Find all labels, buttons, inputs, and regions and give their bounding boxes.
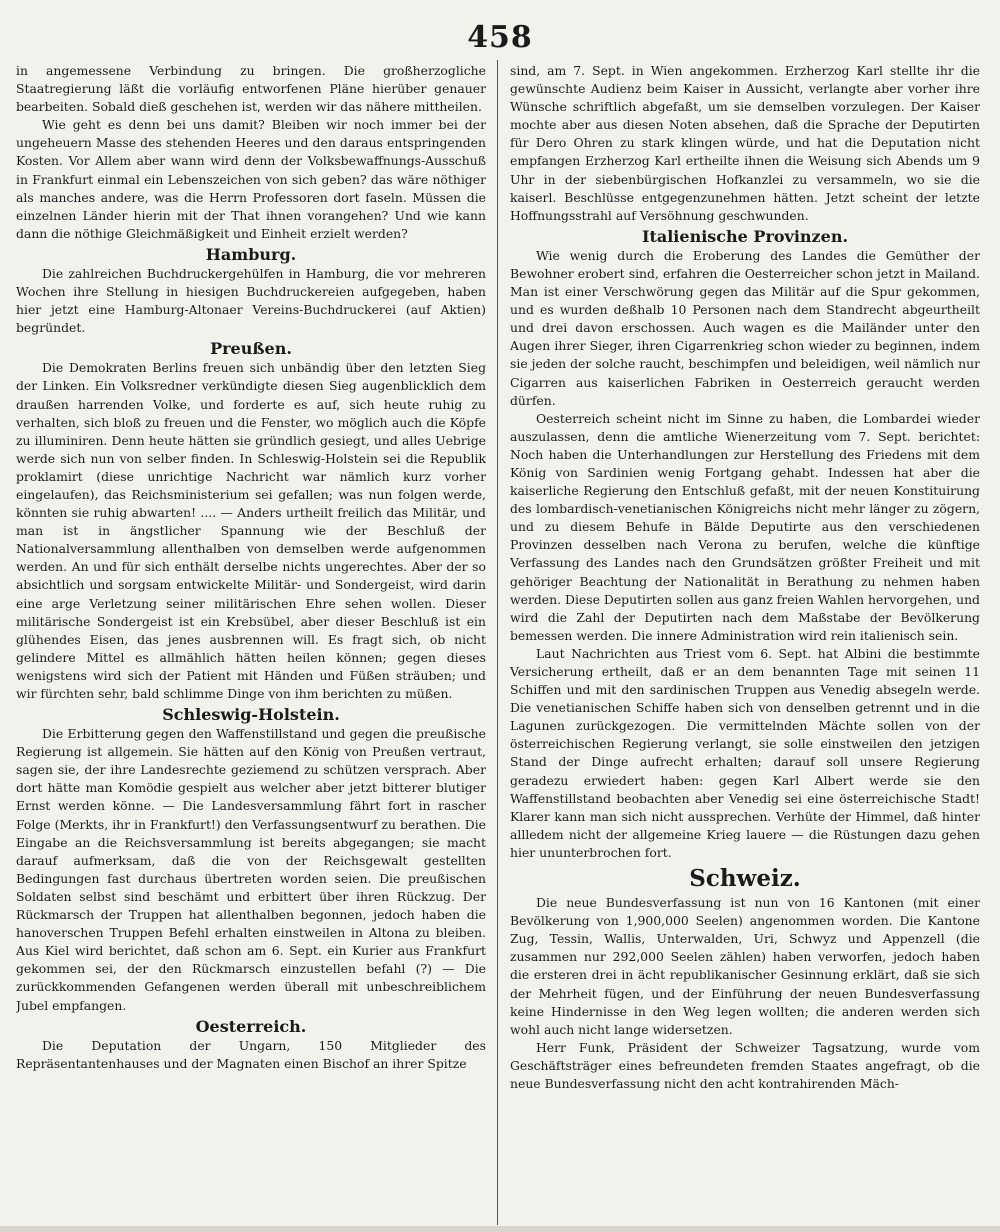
paragraph: sind, am 7. Sept. in Wien angekommen. Erzherzog Karl stellte ihr die gewünschte Audienz beim Kaiser in Aussicht, verlangte aber vorher ihre Wünsche schriftlich abgefaßt, um sie demselben vorzulegen. Der Kaiser mochte aber aus diesen Noten absehen, daß die Sprache der Deputirten für Dero Ohren zu stark klingen würde, und hat die Deputation nicht empfangen Erzherzog Karl ertheilte ihnen die Weisung sich Abends um 9 Uhr in der siebenbürgischen Hofkanzlei zu versammeln, wo sie die kaiserl. Beschlüsse entgegenzunehmen hätten. Jetzt scheint der letzte Hoffnungsstrahl auf Versöhnung geschwunden.	[510, 63, 980, 223]
section-heading-italienische-provinzen: Italienische Provinzen.	[641, 226, 849, 246]
section-heading-schleswig-holstein: Schleswig-Holstein.	[162, 705, 340, 725]
paragraph: in angemessene Verbindung zu bringen. Die großherzogliche Staatregierung läßt die vorläufig entworfenen Pläne hierüber genauer bearbeiten. Sobald dieß geschehen ist, werden wir das nähere mittheilen.	[16, 63, 486, 115]
paragraph: Laut Nachrichten aus Triest vom 6. Sept. hat Albini die bestimmte Versicherung ertheilt, daß er an dem benannten Tage mit seinen 11 Schiffen und mit den sardinischen Truppen aus Venedig absegeln werde. Die venetianischen Schiffe haben sich von denselben getrennt und in die Lagunen zurückgezogen. Die vermittelnden Mächte sollen von der österreichischen Regierung verlangt, sie solle einstweilen den jetzigen Stand der Dinge aufrecht erhalten; darauf soll unsere Regierung geradezu erwiedert haben: gegen Karl Albert werde sie den Waffenstillstand beobachten aber Venedig sei eine österreichische Stadt! Klarer kann man sich nicht aussprechen. Verhüte der Himmel, daß hinter allledem nicht der allgemeine Krieg lauere — die Rüstungen dazu gehen hier ununterbrochen fort.	[510, 645, 980, 860]
section-heading-schweiz: Schweiz.	[689, 865, 801, 893]
paragraph: Herr Funk, Präsident der Schweizer Tagsatzung, wurde vom Geschäftsträger eines befreundeten fremden Staates angefragt, ob die neue Bundesverfassung nicht den acht kontrahirenden Mäch-	[510, 1039, 980, 1091]
paragraph: Die neue Bundesverfassung ist nun von 16 Kantonen (mit einer Bevölkerung von 1,900,000 Seelen) angenommen worden. Die Kantone Zug, Tessin, Wallis, Unterwalden, Uri, Schwyz und Appenzell (die zusammen nur 292,000 Seelen zählen) haben verworfen, jedoch haben die ersteren drei in ächt republikanischer Gesinnung erklärt, daß sie sich der Mehrheit fügen, und der Einführung der neuen Bundesverfassung keine Hindernisse in den Weg legen wollten; die anderen werden sich wohl auch nicht lange widersetzen.	[510, 895, 980, 1037]
section-heading-hamburg: Hamburg.	[205, 244, 297, 264]
section-heading-oesterreich: Oesterreich.	[195, 1016, 307, 1036]
right-column	[510, 62, 980, 1222]
paragraph: Wie wenig durch die Eroberung des Landes die Gemüther der Bewohner erobert sind, erfahren die Oesterreicher schon jetzt in Mailand. Man ist einer Verschwörung gegen das Militär auf die Spur gekommen, und es wurden deßhalb 10 Personen nach dem Standrecht abgeurtheilt und drei davon erschossen. Auch wagen es die Mailänder unter den Augen ihrer Sieger, ihren Cigarrenkrieg schon wieder zu beginnen, indem sie jeden der solche raucht, beschimpfen und beleidigen, weil nämlich nur Cigarren aus kaiserlichen Fabriken in Oesterreich geraucht werden dürfen.	[510, 247, 980, 408]
section-heading-preussen: Preußen.	[210, 339, 292, 359]
page-bottom-edge	[0, 1226, 1000, 1232]
paragraph: Wie geht es denn bei uns damit? Bleiben wir noch immer bei der ungeheuern Masse des stehenden Heeres und den daraus entspringenden Kosten. Vor Allem aber wann wird denn der Volksbewaffnungs-Ausschuß in Frankfurt einmal ein Lebenszeichen von sich geben? das wäre nöthiger als manches andere, was die Herrn Professoren dort faseln. Müssen die einzelnen Länder hierin mit der That ihnen vorangehen? Und wie kann dann die nöthige Gleichmäßigkeit und Einheit erzielt werden?	[16, 117, 486, 241]
paragraph: Die Demokraten Berlins freuen sich unbändig über den letzten Sieg der Linken. Ein Volksredner verkündigte diesen Sieg augenblicklich dem draußen harrenden Volke, und forderte es auf, sich heute ruhig zu verhalten, sich bloß zu freuen und die Fenster, wo möglich auch die Köpfe zu illuminiren. Denn heute hätten sie gründlich gesiegt, und alles Uebrige werde sich nun von selber finden. In Schleswig-Holstein sei die Republik proklamirt (diese unrichtige Nachricht war nämlich kurz vorher eingelaufen), das Reichsministerium sei gefallen; was nun folgen werde, könnten sie ruhig abwarten! .... — Anders urtheilt freilich das Militär, und man ist in ängstlicher Spannung wie der Beschluß der Nationalversammlung allenthalben von demselben werde aufgenommen werden. An und für sich enthält derselbe nichts ungerechtes. Aber der so absichtlich und sorgsam entwickelte Militär- und Sondergeist, wird darin eine arge Verletzung seiner militärischen Ehre sehen wollen. Dieser militärische Sondergeist ist ein Krebsübel, aber dieser Beschluß ist ein glühendes Eisen, das jenes ausbrennen will. Es fragt sich, ob nicht gelindere Mittel es allmählich hätten heilen können; gegen dieses wenigstens wird sich der Patient mit Händen und Füßen sträuben; und wir fürchten sehr, bald schlimme Dinge von ihm berichten zu müßen.	[16, 360, 486, 701]
paragraph: Die zahlreichen Buchdruckergehülfen in Hamburg, die vor mehreren Wochen ihre Stellung in hiesigen Buchdruckereien aufgegeben, haben hier jetzt eine Hamburg-Altonaer Vereins-Buchdruckerei (auf Aktien) begründet.	[16, 265, 486, 336]
paragraph: Die Erbitterung gegen den Waffenstillstand und gegen die preußische Regierung ist allgemein. Sie hätten auf den König von Preußen vertraut, sagen sie, der ihre Landesrechte geziemend zu schützen versprach. Aber dort hätte man Komödie gespielt aus welcher aber jetzt bitterer blutiger Ernst werden könne. — Die Landesversammlung fährt fort in rascher Folge (Merkts, ihr in Frankfurt!) den Verfassungsentwurf zu berathen. Die Eingabe an die Reichsversammlung ist bereits abgegangen; sie macht darauf aufmerksam, daß die von der Reichsgewalt gestellten Bedingungen fast durchaus übertreten worden seien. Die preußischen Soldaten selbst sind beschämt und erbittert über ihren Rückzug. Der Rückmarsch der Truppen hat allenthalben begonnen, jedoch haben die hanoverschen Truppen Befehl erhalten einstweilen in Altona zu bleiben. Aus Kiel wird berichtet, daß schon am 6. Sept. ein Kurier aus Frankfurt gekommen sei, der den Rückmarsch einzustellen befahl (?) — Die zurückkommenden Gefangenen werden überall mit unbeschreiblichem Jubel empfangen.	[16, 726, 486, 1013]
column-divider	[497, 60, 498, 1225]
paragraph: Die Deputation der Ungarn, 150 Mitglieder des Repräsentantenhauses und der Magnaten einen Bischof an ihrer Spitze	[16, 1037, 486, 1071]
left-column	[16, 62, 486, 1222]
page-number: 458	[467, 20, 533, 55]
paragraph: Oesterreich scheint nicht im Sinne zu haben, die Lombardei wieder auszulassen, denn die amtliche Wienerzeitung vom 7. Sept. berichtet: Noch haben die Unterhandlungen zur Herstellung des Friedens mit dem König von Sardinien wenig Fortgang gehabt. Indessen hat aber die kaiserliche Regierung den Entschluß gefaßt, mit der neuen Konstituirung des lombardisch-venetianischen Königreichs nicht mehr länger zu zögern, und zu diesem Behufe in Bälde Deputirte aus den verschiedenen Provinzen desselben nach Verona zu berufen, welche die künftige Verfassung des Landes nach den Grundsätzen größter Freiheit und mit gehöriger Beachtung der Nationalität in Berathung zu nehmen haben werden. Diese Deputirten sollen aus ganz freien Wahlen hervorgehen, und wird die Zahl der Deputirten nach dem Maßstabe der Bevölkerung bemessen werden. Die innere Administration wird rein italienisch sein.	[510, 410, 980, 643]
